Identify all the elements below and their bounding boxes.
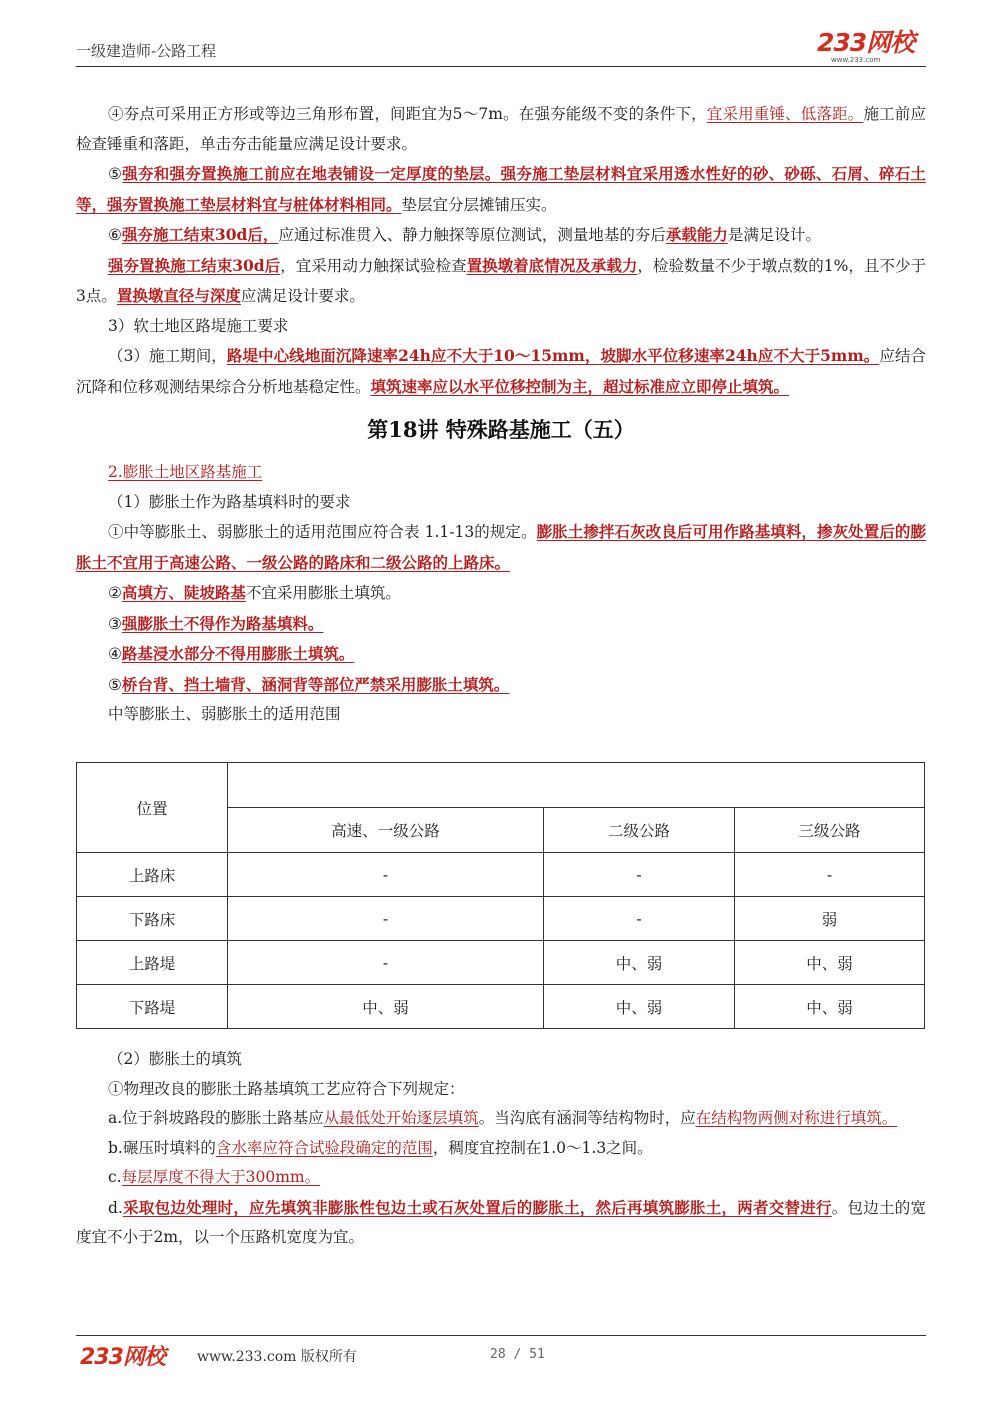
content-lower bbox=[76, 1045, 926, 1253]
page-number: 28 / 51 bbox=[490, 1347, 545, 1362]
table-cell: - bbox=[544, 853, 735, 897]
rule-a: a.位于斜坡路段的膨胀土路基应从最低处开始逐层填筑。当沟底有涵洞等结构物时，应在结构物两侧对称进行填筑。 bbox=[108, 1109, 898, 1127]
paragraph-soft-soil-heading: 3）软土地区路堤施工要求 bbox=[108, 316, 289, 335]
table-row bbox=[77, 853, 925, 897]
header-divider bbox=[76, 66, 926, 67]
lecture-title: 第18讲 特殊路基施工（五） bbox=[367, 417, 635, 442]
rule-c: c.每层厚度不得大于300mm。 bbox=[108, 1168, 321, 1186]
table-cell-position: 上路床 bbox=[77, 853, 228, 897]
table-cell: - bbox=[735, 853, 925, 897]
item-physical-improvement: ①物理改良的膨胀土路基填筑工艺应符合下列规定： bbox=[108, 1079, 465, 1098]
footer-divider bbox=[76, 1335, 926, 1336]
subheading-filling: （2）膨胀土的填筑 bbox=[108, 1050, 242, 1068]
table-cell-position: 下路床 bbox=[77, 897, 228, 941]
table-col-highway: 高速、一级公路 bbox=[228, 808, 544, 853]
table-col-class3: 三级公路 bbox=[735, 808, 925, 853]
table-cell: 中、弱 bbox=[735, 985, 925, 1029]
section-heading-expansive-soil: 2.膨胀土地区路基施工 bbox=[108, 463, 263, 481]
rule-d: d.采取包边处理时，应先填筑非膨胀性包边土或石灰处置后的膨胀土，然后再填筑膨胀土，两者交替进行。包边土的宽度宜不小于2m，以一个压路机宽度为宜。 bbox=[76, 1197, 926, 1246]
table-cell: 中、弱 bbox=[544, 985, 735, 1029]
table-cell: 弱 bbox=[735, 897, 925, 941]
table-cell: 中、弱 bbox=[544, 941, 735, 985]
subheading-fill-requirements: （1）膨胀土作为路基填料时的要求 bbox=[108, 492, 351, 511]
logo[interactable] bbox=[817, 30, 927, 64]
table-cell: - bbox=[544, 897, 735, 941]
item-5: ⑤桥台背、挡土墙背、涵洞背等部位严禁采用膨胀土填筑。 bbox=[108, 674, 510, 694]
table-cell-position: 上路堤 bbox=[77, 941, 228, 985]
table-cell: - bbox=[228, 897, 544, 941]
table-row bbox=[77, 985, 925, 1029]
table-cell: - bbox=[228, 853, 544, 897]
footer-copyright: www.233.com 版权所有 bbox=[197, 1349, 357, 1365]
paragraph-settlement-rate: （3）施工期间，路堤中心线地面沉降速率24h应不大于10～15mm，坡脚水平位移速率24h应不大于5mm。应结合沉降和位移观测结果综合分析地基稳定性。填筑速率应以水平位移控制为主，超过标准应立即停止填筑。 bbox=[76, 346, 926, 396]
paragraph-cushion-layer: ⑤强夯和强夯置换施工前应在地表铺设一定厚度的垫层。强夯施工垫层材料宜采用透水性好的砂、砂砾、石屑、碎石土等，强夯置换施工垫层材料宜与桩体材料相同。垫层宜分层摊铺压实。 bbox=[76, 164, 926, 214]
item-1: ①中等膨胀土、弱膨胀土的适用范围应符合表 1.1-13的规定。膨胀土掺拌石灰改良后可用作路基填料，掺灰处置后的膨胀土不宜用于高速公路、一级公路的路床和二级公路的上路床。 bbox=[76, 522, 926, 572]
header-title: 一级建造师-公路工程 bbox=[76, 42, 217, 60]
table-cell-position: 下路堤 bbox=[77, 985, 228, 1029]
table-row bbox=[77, 941, 925, 985]
logo-text: 233网校 bbox=[817, 28, 915, 57]
table-row bbox=[77, 897, 925, 941]
table-col-class2: 二级公路 bbox=[544, 808, 735, 853]
content-upper bbox=[76, 100, 926, 730]
paragraph-after-30d: ⑥强夯施工结束30d后，应通过标准贯入、静力触探等原位测试，测量地基的夯后承载能力是满足设计。 bbox=[108, 225, 821, 244]
item-2: ②高填方、陡坡路基不宜采用膨胀土填筑。 bbox=[108, 583, 401, 602]
paragraph-replacement-check: 强夯置换施工结束30d后，宜采用动力触探试验检查置换墩着底情况及承载力，检验数量不少于墩点数的1%，且不少于3点。置换墩直径与深度应满足设计要求。 bbox=[76, 255, 926, 305]
paragraph-tamping-points: ④夯点可采用正方形或等边三角形布置，间距宜为5～7m。在强夯能级不变的条件下，宜采用重锤、低落距。施工前应检查锤重和落距，单击夯击能量应满足设计要求。 bbox=[76, 105, 926, 153]
rule-b: b.碾压时填料的含水率应符合试验段确定的范围，稠度宜控制在1.0～1.3之间。 bbox=[108, 1138, 653, 1157]
table-cell: 中、弱 bbox=[228, 985, 544, 1029]
footer-logo[interactable]: 233网校 bbox=[80, 1345, 165, 1370]
logo-url: www.233.com bbox=[831, 56, 881, 64]
table-caption: 中等膨胀土、弱膨胀土的适用范围 bbox=[108, 705, 341, 723]
item-4: ④路基浸水部分不得用膨胀土填筑。 bbox=[108, 644, 355, 663]
applicability-table bbox=[76, 762, 925, 1029]
table-header-blank bbox=[228, 763, 925, 808]
table-cell: 中、弱 bbox=[735, 941, 925, 985]
item-3: ③强膨胀土不得作为路基填料。 bbox=[108, 613, 324, 633]
table-cell: - bbox=[228, 941, 544, 985]
table-header-position: 位置 bbox=[77, 763, 228, 853]
